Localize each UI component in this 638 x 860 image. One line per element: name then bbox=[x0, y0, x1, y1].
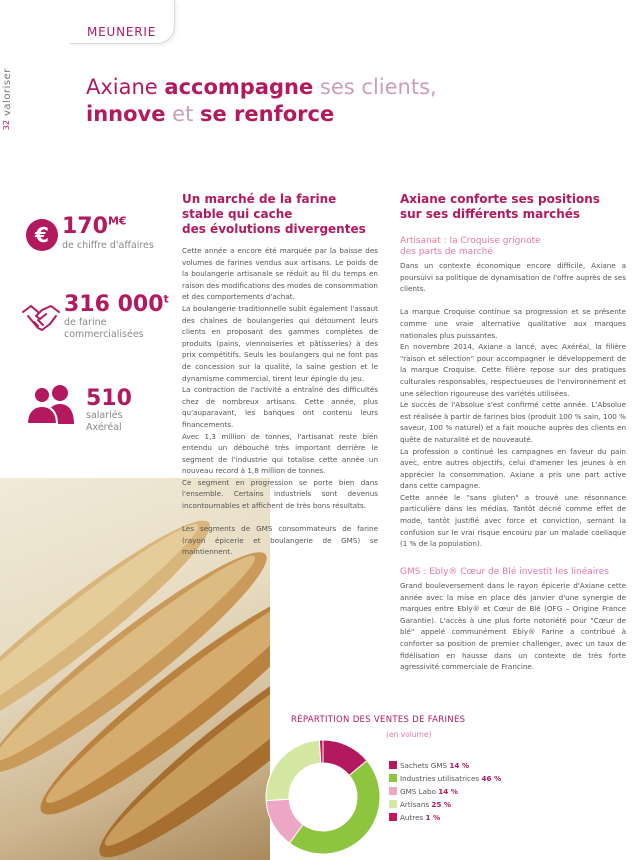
col1-paragraph: Avec 1,3 million de tonnes, l'artisanat reste bien entendu un débouché très important derrière le segment de l'industrie qui totalise cette année un nouveau record à 1,8 million de tonnes. bbox=[182, 431, 378, 476]
col1-paragraph: Les segments de GMS consommateurs de farine (rayon épicerie et boulangerie de GMS) se maintiennent. bbox=[182, 524, 378, 557]
side-label-word: valoriser bbox=[2, 68, 13, 116]
chart-title: RÉPARTITION DES VENTES DE FARINES bbox=[291, 715, 466, 725]
col2-body-gms bbox=[400, 580, 626, 673]
legend-swatch bbox=[389, 787, 397, 795]
legend-label-text: Artisans bbox=[400, 800, 432, 809]
legend-label-text: Sachets GMS bbox=[400, 761, 450, 770]
title-word: se renforce bbox=[200, 102, 335, 126]
legend-label bbox=[400, 786, 458, 797]
col2-subheading-gms: GMS : Ebly® Cœur de Blé investit les linéaires bbox=[400, 567, 609, 577]
title-word: ses clients, bbox=[319, 75, 437, 99]
donut-slice-2 bbox=[289, 761, 380, 854]
kpi-staff-value: 510 bbox=[86, 386, 132, 411]
legend-swatch bbox=[389, 800, 397, 808]
legend-swatch bbox=[389, 813, 397, 821]
people-icon bbox=[22, 382, 80, 424]
kpi-staff-label bbox=[86, 410, 123, 434]
col1-heading bbox=[182, 192, 372, 237]
col1-spacer bbox=[182, 512, 378, 524]
col2-spacer bbox=[400, 295, 626, 307]
col1-heading-line: Un marché de la farine bbox=[182, 192, 337, 206]
section-tab-label: MEUNERIE bbox=[87, 25, 157, 39]
legend-label bbox=[400, 773, 501, 784]
kpi-staff-label-line: Axéréal bbox=[86, 422, 122, 433]
page-title bbox=[86, 74, 466, 128]
col2-paragraph: Le succès de l'Absolue s'est confirmé cette année. L'Absolue est réalisée à partir de farines bios (produit 100 % sain, 100 % saveur, 100 % naturel) et a fait mouche auprès des clients en quête de naturalité et de nouveauté. bbox=[400, 400, 626, 444]
kpi-staff-label-line: salariés bbox=[86, 410, 123, 421]
col2-paragraph: Cette année le "sans gluten" a trouvé une résonnance particulière dans les médias. Tantôt décrié comme effet de mode, tantôt justifié avec force et conviction, sernant la confusion sur le vrai risque encouru par un malade coeliaque (1 % de la population). bbox=[400, 492, 626, 549]
kpi-tonnage-unit: t bbox=[163, 292, 169, 306]
page-number: 32 bbox=[2, 120, 11, 131]
donut-slice-4 bbox=[266, 740, 321, 800]
handshake-icon bbox=[20, 298, 62, 340]
col2-body-artisanat bbox=[400, 260, 626, 550]
kpi-revenue-label: de chiffre d'affaires bbox=[62, 240, 154, 251]
col2-paragraph: En novembre 2014, Axiane a lancé, avec Axéréal, la filière "raison et sélection" pour accompagner le développement de la marque Croquise. Cette filière repose sur des pratiques culturales responsables, respectueuses de l'environnement et une sélection rigoureuse des variétés utilisées. bbox=[400, 342, 626, 398]
kpi-tonnage-label bbox=[64, 317, 144, 341]
col1-paragraph: La boulangerie traditionnelle subit également l'assaut des chaînes de boulangeries qui détournent leurs clients en proposant des gammes complètes de produits (pains, viennoiseries et pâtisseries) à des prix compétitifs. Seuls les boulangers qui ne font pas de concession sur la qualité, la saine gestion et le dynamisme commercial, tirent leur épingle du jeu. bbox=[182, 303, 378, 383]
col2-paragraph: La marque Croquise continue sa progression et se présente comme une vraie alternative qualitative aux marques nationales plus puissantes. bbox=[400, 307, 626, 340]
kpi-revenue-number: 170 bbox=[62, 214, 108, 239]
legend-label bbox=[400, 760, 469, 771]
kpi-revenue-unit: M€ bbox=[107, 214, 127, 228]
kpi-tonnage-value bbox=[64, 292, 169, 317]
donut-chart bbox=[263, 737, 383, 857]
svg-text:€: € bbox=[35, 223, 49, 247]
col2-subheading-line: des parts de marché bbox=[400, 247, 493, 257]
legend-value: 14 % bbox=[438, 787, 458, 796]
col1-paragraph: Ce segment en progression se porte bien dans l'ensemble. Certains industriels sont devenus incontournables et affichent de très bons résultats. bbox=[182, 477, 378, 511]
legend-label-text: GMS Labo bbox=[400, 787, 439, 796]
col1-heading-line: stable qui cache bbox=[182, 207, 293, 221]
legend-swatch bbox=[389, 761, 397, 769]
col2-paragraph: Grand bouleversement dans le rayon épicerie d'Axiane cette année avec la mise en place dès janvier d'une synergie de marques entre Ebly® et Cœur de Blé (OFG – Origine France Garantie). L'accès à une plus forte notoriété pour "Cœur de blé" appelé communément Ebly® Farine a contribué à conforter sa position de premier challenger, avec un taux de fidélisation en hausse dans un contexte de très forte agressivité commerciale de Francine. bbox=[400, 581, 626, 672]
kpi-tonnage-number: 316 000 bbox=[64, 292, 164, 317]
title-word: et bbox=[172, 102, 194, 126]
legend-swatch bbox=[389, 774, 397, 782]
col2-paragraph: Dans un contexte économique encore difficile, Axiane a poursuivi sa politique de dynamisation de l'offre auprès de ses clients. bbox=[400, 261, 626, 294]
legend-label bbox=[400, 799, 451, 810]
kpi-tonnage-label-line: commercialisées bbox=[64, 329, 144, 340]
chart-subtitle: (en volume) bbox=[386, 730, 432, 739]
col2-subheading-artisanat bbox=[400, 236, 620, 258]
col2-subheading-line: Artisanat : la Croquise grignote bbox=[400, 236, 541, 246]
legend-value: 1 % bbox=[425, 813, 441, 822]
legend-label bbox=[400, 812, 440, 823]
title-word: accompagne bbox=[164, 75, 314, 99]
section-tab bbox=[70, 0, 175, 44]
legend-label-text: Industries utilisatrices bbox=[400, 774, 482, 783]
legend-label-text: Autres bbox=[400, 813, 426, 822]
legend-value: 25 % bbox=[431, 800, 452, 809]
col2-heading-line: sur ses différents marchés bbox=[400, 207, 581, 221]
col1-paragraph: Cette année a encore été marquée par la baisse des volumes de farines vendus aux artisans. Le poids de la boulangerie artisanale se réduit au fil du temps en raison des modifications des modes de consommation et des comportements d'achat. bbox=[182, 246, 378, 302]
col1-paragraph: La contraction de l'activité a entraîné des difficultés chez de nombreux artisans. Cette année, plus qu'auparavant, les banques ont contenu leurs financements. bbox=[182, 385, 378, 429]
euro-icon bbox=[25, 218, 59, 252]
col2-paragraph: La profession a continué les campagnes en faveur du pain avec, entre autres objectifs, celui d'amener les jeunes à en apprécier la consommation. Axiane a pris une part active dans cette campagne. bbox=[400, 446, 626, 491]
kpi-revenue-value bbox=[62, 214, 127, 239]
title-word: innove bbox=[86, 102, 166, 126]
col1-body bbox=[182, 245, 378, 558]
kpi-tonnage-label-line: de farine bbox=[64, 317, 107, 328]
col1-heading-line: des évolutions divergentes bbox=[182, 222, 366, 236]
side-label bbox=[2, 70, 22, 140]
col2-heading bbox=[400, 192, 620, 222]
legend-value: 46 % bbox=[481, 774, 502, 783]
col2-heading-line: Axiane conforte ses positions bbox=[400, 192, 600, 206]
legend-value: 14 % bbox=[449, 761, 470, 770]
title-word: Axiane bbox=[86, 75, 158, 99]
